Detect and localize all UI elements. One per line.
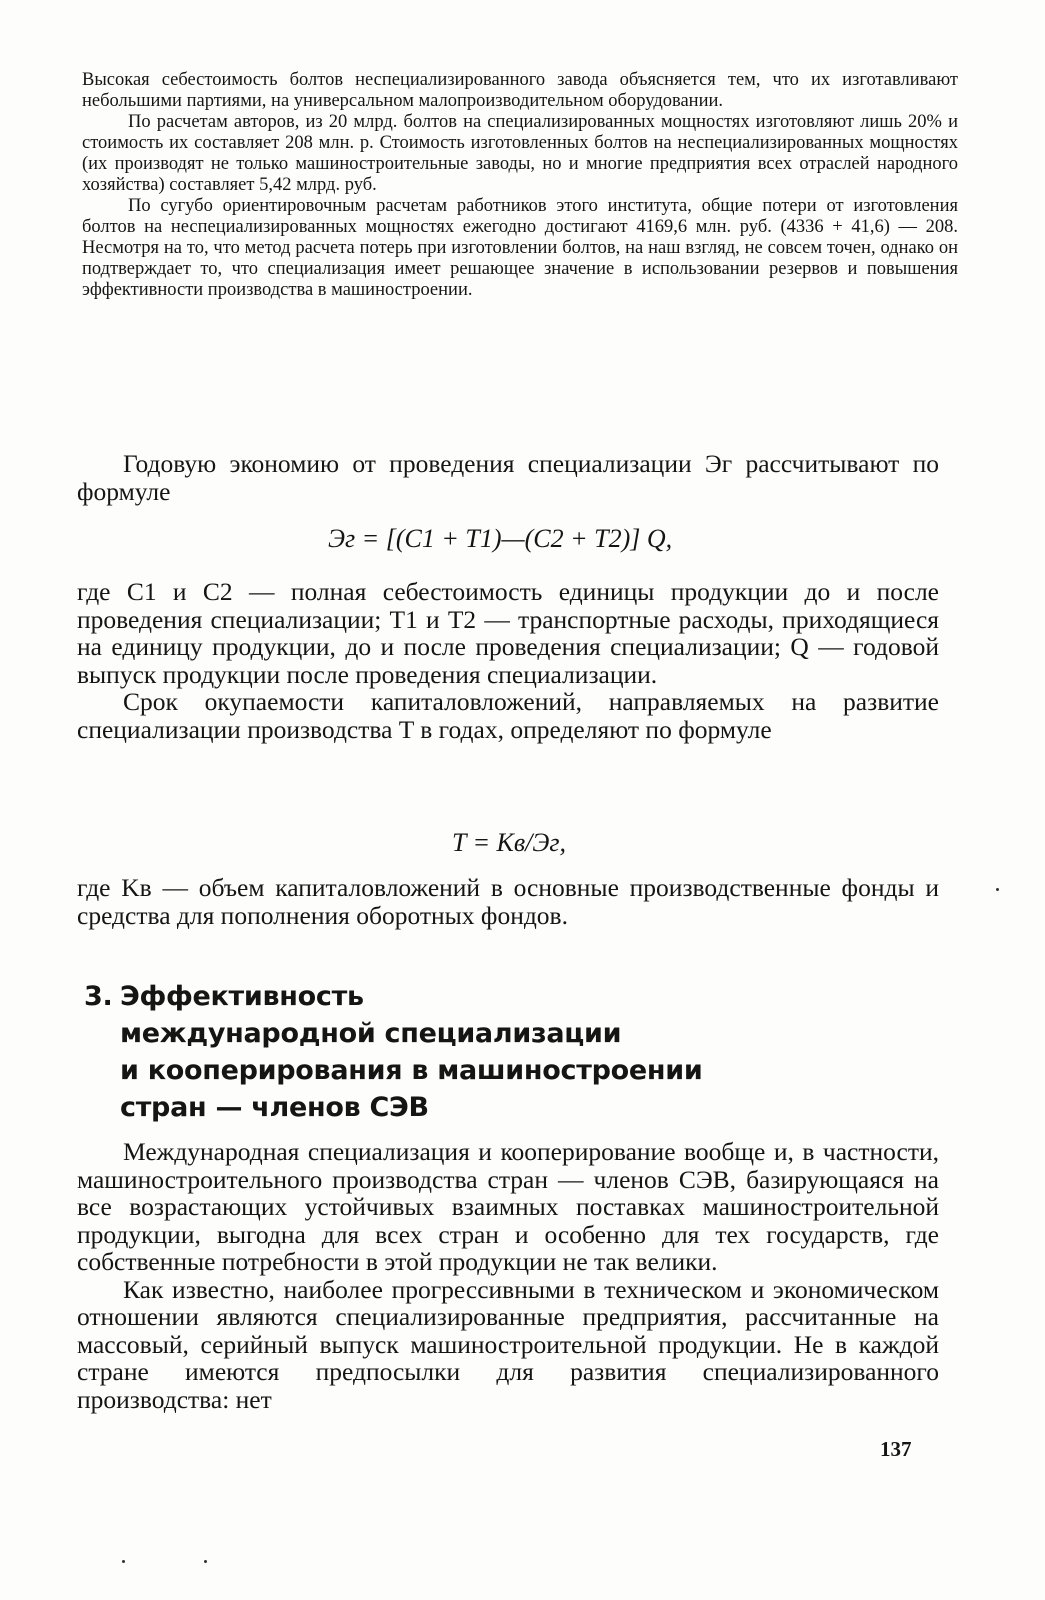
section-heading — [84, 978, 784, 1126]
main-paragraph-1-block — [77, 450, 939, 505]
main-paragraph-4-block — [77, 874, 939, 929]
section-text-block — [77, 1138, 939, 1413]
main-paragraph-4: где Kв — объем капиталовложений в основные производственные фонды и средства для пополнения оборотных фондов. — [77, 873, 939, 930]
section-title-line-3: и кооперирования в машиностроении — [120, 1055, 703, 1086]
page-number: 137 — [880, 1437, 912, 1461]
section-number: 3. — [84, 981, 113, 1012]
main-paragraph-3: Срок окупаемости капиталовложений, направляемых на развитие специализации производства T в годах, определяют по формуле — [77, 687, 939, 744]
section-title-line-4: стран — членов СЭВ — [120, 1092, 429, 1123]
scan-speck — [122, 1560, 125, 1563]
section-title-line-2: международной специализации — [120, 1018, 622, 1049]
small-paragraph-1: Высокая себестоимость болтов неспециализированного завода объясняется тем, что их изготавливают небольшими партиями, на универсальном малопроизводительном оборудовании. — [82, 70, 958, 111]
main-paragraph-2: где C1 и C2 — полная себестоимость единицы продукции до и после проведения специализации; T1 и T2 — транспортные расходы, приходящиеся на единицу продукции, до и после проведения специализации; Q — годовой выпуск продукции после проведения специализации. — [77, 577, 939, 689]
scan-speck — [204, 1560, 207, 1563]
main-text-block — [77, 578, 939, 743]
small-paragraph-2: По расчетам авторов, из 20 млрд. болтов на специализированных мощностях изготовляют лишь 20% и стоимость их составляет 208 млн. р. Стоимость изготовленных болтов на неспециализированных мощностях (их производят не только машиностроительные заводы, но и многие предприятия всех отраслей народного хозяйства) составляет 5,42 млрд. руб. — [82, 112, 958, 195]
small-print-block — [82, 70, 958, 301]
main-paragraph-1: Годовую экономию от проведения специализации Эг рассчитывают по формуле — [77, 449, 939, 506]
section-title-line-1: Эффективность — [120, 981, 364, 1012]
scan-speck — [996, 888, 999, 891]
section-paragraph-2: Как известно, наиболее прогрессивными в техническом и экономическом отношении являются специализированные предприятия, рассчитанные на массовый, серийный выпуск машиностроительной продукции. Не в каждой стране имеются предпосылки для развития специализированного производства: нет — [77, 1274, 939, 1414]
small-paragraph-3: По сугубо ориентировочным расчетам работников этого института, общие потери от изготовления болтов на неспециализированных мощностях ежегодно достигают 4169,6 млн. руб. (4336 + 41,6) — 208. Несмотря на то, что метод расчета потерь при изготовлении болтов, на наш взгляд, не совсем точен, однако он подтверждает то, что специализация имеет решающее значение в использовании резервов и повышения эффективности производства в машиностроении. — [82, 196, 958, 300]
formula-annual-savings: Эг = [(C1 + T1)—(C2 + T2)] Q, — [328, 524, 673, 553]
section-paragraph-1: Международная специализация и кооперирование вообще и, в частности, машиностроительного производства стран — членов СЭВ, базирующаяся на все возрастающих устойчивых взаимных поставках машиностроительной продукции, выгодна для всех стран и особенно для тех государств, где собственные потребности в этой продукции не так велики. — [77, 1137, 939, 1276]
formula-payback: T = Kв/Эг, — [452, 828, 567, 857]
